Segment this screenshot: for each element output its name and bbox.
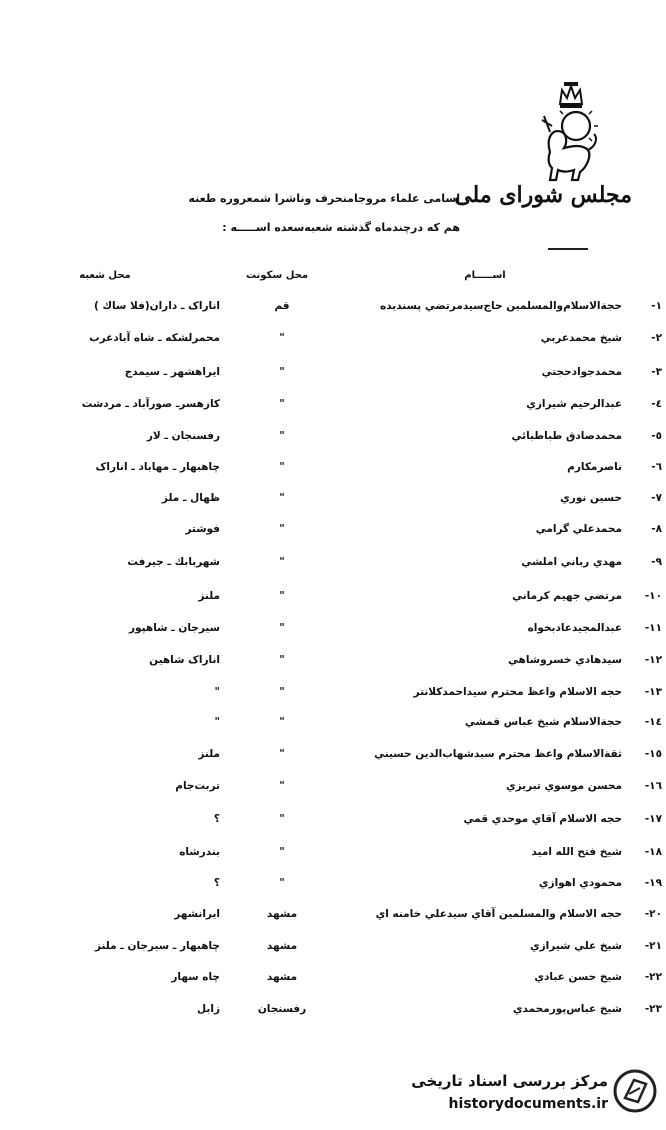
table-row — [0, 622, 666, 642]
row-origin: چاهبهار ـ سيرجان ـ ملنز — [94, 940, 220, 952]
archive-watermark — [378, 1068, 660, 1124]
row-name: مرتضي جهيم كرماني — [512, 590, 622, 602]
row-origin: ايرانشهر — [174, 908, 220, 920]
table-row — [0, 430, 666, 450]
row-name: حجه الاسلام والمسلمين آقاي سيدعلي خامنه اي — [375, 908, 622, 920]
table-row — [0, 813, 666, 833]
row-work-place: " — [279, 846, 285, 858]
row-origin: سيرجان ـ شاهپور — [129, 622, 220, 634]
column-header-work-place: محل سكونت — [245, 270, 309, 281]
row-number: ٢٠- — [644, 908, 662, 920]
table-row — [0, 716, 666, 736]
table-row — [0, 300, 666, 320]
row-work-place: قم — [274, 300, 290, 312]
row-origin: رفسنجان ـ لار — [146, 430, 220, 442]
row-origin: اناراک ـ داران‌(فلا ساك ) — [93, 300, 220, 312]
row-number: ١٥- — [644, 748, 662, 760]
row-number: ٦- — [651, 461, 662, 473]
table-row — [0, 780, 666, 800]
row-origin: فوشتر — [185, 523, 220, 535]
row-origin: چاه سهار — [171, 971, 220, 983]
row-number: ١٨- — [644, 846, 662, 858]
row-name: محمدعلي گرامي — [535, 523, 622, 535]
table-row — [0, 366, 666, 386]
intro-line-2: هم كه درچندماه گذشته شعبه‌سعده اســـــه : — [222, 221, 460, 234]
table-row — [0, 492, 666, 512]
row-name: شيخ حسن عبادي — [534, 971, 622, 983]
row-number: ٢٣- — [644, 1003, 662, 1015]
row-name: محمدصادق طباطبائي — [511, 430, 622, 442]
row-work-place: مشهد — [266, 940, 298, 952]
row-origin: بندرشاه — [179, 846, 220, 858]
row-origin: كازهسرـ صورآباد ـ مردشت — [81, 398, 220, 410]
row-name: حجه الاسلام آقاي موحدي قمي — [463, 813, 622, 825]
row-work-place: " — [279, 430, 285, 442]
row-number: ٥- — [651, 430, 662, 442]
row-origin: ظهال ـ ملز — [161, 492, 220, 504]
row-work-place: " — [279, 780, 285, 792]
row-number: ٣- — [651, 366, 662, 378]
row-origin: شهربابك ـ جيرفت — [127, 556, 220, 568]
row-name: عبدالمجيدعاد‌بخواه — [527, 622, 622, 634]
row-name: عبدالرحيم شيرازي — [526, 398, 622, 410]
row-work-place: رفسنجان — [257, 1003, 307, 1015]
row-number: ٨- — [651, 523, 662, 535]
row-name: محمودي اهوازي — [538, 877, 622, 889]
row-origin: " — [214, 716, 220, 728]
row-origin: ملنز — [198, 748, 220, 760]
row-work-place: " — [279, 366, 285, 378]
row-name: ناصرمكارم — [567, 461, 622, 473]
row-work-place: مشهد — [266, 908, 298, 920]
row-work-place: " — [279, 877, 285, 889]
table-row — [0, 398, 666, 418]
row-number: ١- — [651, 300, 662, 312]
table-row — [0, 908, 666, 928]
table-row — [0, 846, 666, 866]
row-origin: چاهبهار ـ مهاباد ـ اناراک — [95, 461, 220, 473]
row-work-place: " — [279, 686, 285, 698]
row-name: شيخ محمدعربي — [540, 332, 622, 344]
row-work-place: " — [279, 622, 285, 634]
archive-logo-icon — [612, 1068, 658, 1114]
row-number: ١٣- — [644, 686, 662, 698]
row-origin: اناراک شاهين — [149, 654, 220, 666]
row-work-place: " — [279, 398, 285, 410]
row-work-place: " — [279, 716, 285, 728]
row-number: ١٦- — [644, 780, 662, 792]
table-row — [0, 971, 666, 991]
row-name: حسين نوري — [560, 492, 622, 504]
row-work-place: " — [279, 461, 285, 473]
row-origin: ملنز — [198, 590, 220, 602]
row-origin: زابل — [197, 1003, 220, 1015]
table-row — [0, 940, 666, 960]
row-number: ٧- — [651, 492, 662, 504]
row-number: ٩- — [651, 556, 662, 568]
table-row — [0, 461, 666, 481]
row-work-place: " — [279, 654, 285, 666]
row-origin: تربت‌جام — [175, 780, 220, 792]
row-origin: ؟ — [213, 877, 220, 889]
row-name: ثقةالاسلام واعظ محترم سيدشهاب‌الدين حسيني — [374, 748, 622, 760]
row-name: شيخ فتح الله اميد — [531, 846, 622, 858]
row-work-place: " — [279, 556, 285, 568]
table-row — [0, 556, 666, 576]
row-number: ١١- — [644, 622, 662, 634]
column-header-origin: محل شعبه — [79, 270, 131, 281]
table-row — [0, 654, 666, 674]
table-row — [0, 686, 666, 706]
archive-title: مرکز بررسی اسناد تاریخی — [411, 1072, 608, 1090]
row-number: ٢١- — [644, 940, 662, 952]
row-name: شيخ علي شيرازي — [530, 940, 622, 952]
row-name: حجه الاسلام واعظ محترم سيداحمدكلانتر — [413, 686, 622, 698]
row-number: ١٩- — [644, 877, 662, 889]
row-number: ٢- — [651, 332, 662, 344]
table-row — [0, 877, 666, 897]
row-number: ١٢- — [644, 654, 662, 666]
archive-website: historydocuments.ir — [448, 1096, 608, 1112]
row-number: ٢٢- — [644, 971, 662, 983]
row-work-place: " — [279, 523, 285, 535]
row-origin: ؟ — [213, 813, 220, 825]
table-row — [0, 748, 666, 768]
row-name: حجةالاسلام شيخ عباس قمشي — [464, 716, 622, 728]
table-row — [0, 332, 666, 352]
row-work-place: مشهد — [266, 971, 298, 983]
row-origin: محمرلشكه ـ شاه آباد‌غرب — [89, 332, 220, 344]
row-work-place: " — [279, 590, 285, 602]
row-number: ١٤- — [644, 716, 662, 728]
row-name: محسن موسوي تبريزي — [506, 780, 622, 792]
row-work-place: " — [279, 748, 285, 760]
row-name: شيخ عباس‌پورمحمدي — [512, 1003, 622, 1015]
row-origin: " — [214, 686, 220, 698]
row-number: ١٧- — [644, 813, 662, 825]
table-row — [0, 590, 666, 610]
row-work-place: " — [279, 332, 285, 344]
row-name: سيدهادي خسروشاهي — [507, 654, 622, 666]
row-origin: ايراهشهر ـ سيمدج — [124, 366, 220, 378]
row-number: ١٠- — [644, 590, 662, 602]
row-name: حجةالاسلام‌والمسلمين حاج‌سيدمرتضي پسنديده — [380, 300, 622, 312]
row-work-place: " — [279, 492, 285, 504]
table-row — [0, 1003, 666, 1023]
column-header-name: اســـــام — [464, 270, 506, 281]
row-name: محمدجوادحجتي — [541, 366, 622, 378]
row-name: مهدي رباني املشي — [521, 556, 622, 568]
row-number: ٤- — [651, 398, 662, 410]
row-work-place: " — [279, 813, 285, 825]
intro-line-1: اسامی علماء مروجامنحرف وناشرا شمعروره طعنه — [188, 192, 460, 205]
letterhead-title: مجلس شورای ملی — [454, 182, 632, 208]
table-row — [0, 523, 666, 543]
